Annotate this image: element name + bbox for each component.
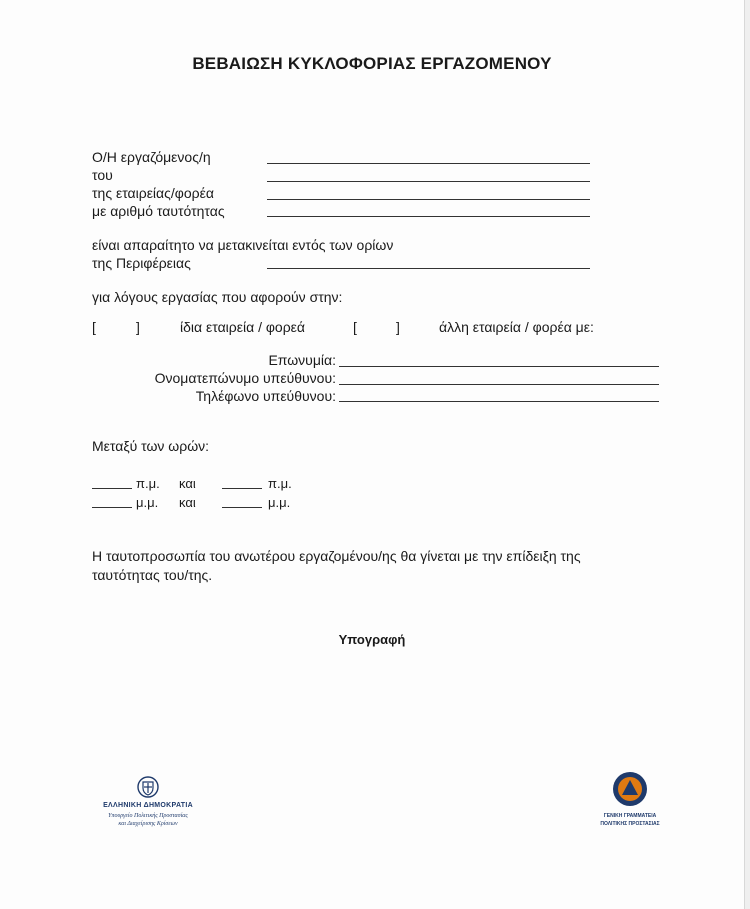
identity-text-line1: Η ταυτοπροσωπία του ανωτέρου εργαζομένου/ης θα γίνεται με την επίδειξη της [92, 548, 581, 564]
other-name-field[interactable] [339, 366, 659, 367]
other-name-label: Επωνυμία: [268, 352, 336, 368]
hours-pm-from-unit: μ.μ. [136, 495, 159, 510]
hours-am-from-unit: π.μ. [136, 476, 160, 491]
greek-emblem-icon [137, 775, 159, 799]
hours-pm-from-field[interactable] [92, 507, 132, 508]
hours-am-from-field[interactable] [92, 488, 132, 489]
responsible-label: Ονοματεπώνυμο υπεύθυνου: [154, 370, 336, 386]
footer-right-line1: ΓΕΝΙΚΗ ΓΡΑΜΜΑΤΕΙΑ [603, 813, 657, 819]
same-company-label: ίδια εταιρεία / φορεά [180, 319, 306, 335]
phone-label: Τηλέφωνο υπεύθυνου: [195, 388, 336, 404]
region-field[interactable] [267, 268, 590, 269]
phone-field[interactable] [339, 401, 659, 402]
hours-and-2: και [179, 495, 196, 510]
hours-intro: Μεταξύ των ωρών: [92, 438, 210, 454]
movement-text-line2: της Περιφέρειας [92, 255, 191, 271]
movement-text-line1: είναι απαραίτητο να μετακινείται εντός των ορίων [92, 237, 394, 253]
hours-am-to-field[interactable] [222, 488, 262, 489]
checkbox-same-open[interactable]: [ [92, 319, 96, 335]
civil-protection-logo-icon [612, 771, 648, 807]
employee-of-field[interactable] [267, 181, 590, 182]
checkbox-other-close[interactable]: ] [396, 319, 400, 335]
checkbox-other-open[interactable]: [ [353, 319, 357, 335]
footer-right-line2: ΠΟΛΙΤΙΚΗΣ ΠΡΟΣΤΑΣΙΑΣ [600, 821, 660, 827]
document-title: ΒΕΒΑΙΩΣΗ ΚΥΚΛΟΦΟΡΙΑΣ ΕΡΓΑΖΟΜΕΝΟΥ [192, 54, 552, 73]
id-number-label: με αριθμό ταυτότητας [92, 203, 225, 219]
hours-and-1: και [179, 476, 196, 491]
identity-text-line2: ταυτότητας του/της. [92, 567, 213, 583]
hours-am-to-unit: π.μ. [268, 476, 292, 491]
employee-of-label: του [92, 167, 113, 183]
other-company-label: άλλη εταιρεία / φορέα με: [439, 319, 594, 335]
employee-name-label: Ο/Η εργαζόμενος/η [92, 149, 211, 165]
signature-label: Υπογραφή [338, 632, 406, 647]
employee-name-field[interactable] [267, 163, 590, 164]
hours-pm-to-unit: μ.μ. [268, 495, 291, 510]
footer-ministry-line2: και Διαχείρισης Κρίσεων [118, 821, 178, 827]
checkbox-same-close[interactable]: ] [136, 319, 140, 335]
hours-pm-to-field[interactable] [222, 507, 262, 508]
reasons-intro: για λόγους εργασίας που αφορούν στην: [92, 289, 343, 305]
footer-org-name: ΕΛΛΗΝΙΚΗ ΔΗΜΟΚΡΑΤΙΑ [103, 802, 193, 809]
company-field[interactable] [267, 199, 590, 200]
id-number-field[interactable] [267, 216, 590, 217]
responsible-field[interactable] [339, 384, 659, 385]
footer-ministry-line1: Υπουργείο Πολιτικής Προστασίας [108, 813, 188, 819]
company-label: της εταιρείας/φορέα [92, 185, 214, 201]
